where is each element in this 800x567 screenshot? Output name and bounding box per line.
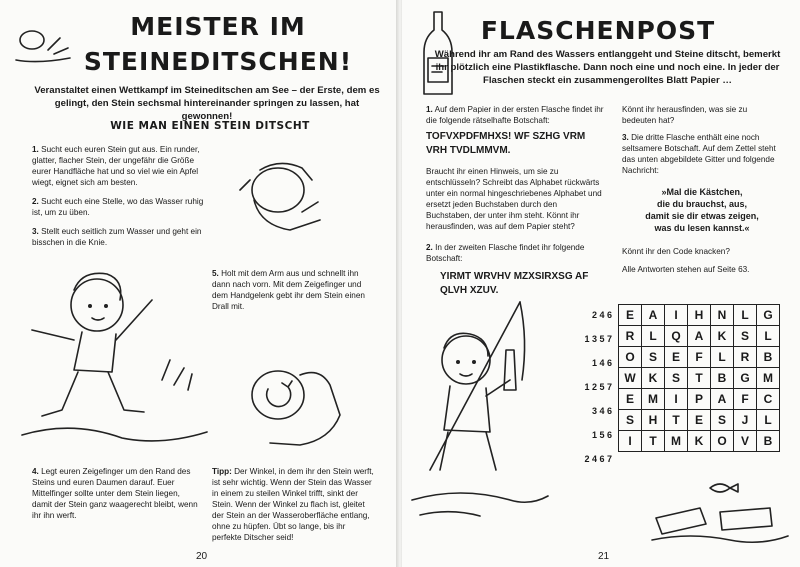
question-3-text: Die dritte Flasche enthält eine noch seltsamere Botschaft. Auf dem Zettel steht das unten abgebildete Gitter und folgende Nachricht: — [622, 133, 776, 175]
hint-text: Braucht ihr einen Hinweis, um sie zu entschlüsseln? Schreibt das Alphabet rückwärts unter ein normal hingeschriebenes Alphabet und ersetzt jeden Buchstaben durch den Buchstaben, der unter ihm steht. Könnt ihr herausfinden, was auf dem Papier steht? — [426, 167, 602, 231]
grid-cell: Q — [665, 326, 688, 347]
grid-cell: A — [642, 305, 665, 326]
step-1 — [32, 144, 212, 188]
grid-cell: T — [688, 368, 711, 389]
step-5-number: 5. — [212, 269, 219, 278]
skipping-stone-icon — [8, 20, 78, 70]
step-2-text: Sucht euch eine Stelle, wo das Wasser ruhig ist, um zu üben. — [32, 197, 204, 217]
grid-cell: H — [688, 305, 711, 326]
grid-cell: L — [734, 305, 757, 326]
grid-cell: V — [734, 431, 757, 452]
grid-cell: A — [688, 326, 711, 347]
step-4-text: Legt euren Zeigefinger um den Rand des Steins und euren Daumen darauf. Euer Mittelfinger sollte unter dem Stein liegen, damit der Stein ganz waagerecht bleibt, wenn ihr ihn werft. — [32, 467, 198, 520]
letter-grid — [618, 304, 780, 452]
question-3-number: 3. — [622, 133, 629, 142]
grid-cell: I — [619, 431, 642, 452]
grid-cell: T — [665, 410, 688, 431]
grid-riddle-quote — [622, 186, 782, 234]
grid-cell: R — [619, 326, 642, 347]
question-2-followup: Könnt ihr herausfinden, was sie zu bedeuten hat? — [622, 105, 748, 125]
left-title-line1: MEISTER IM — [130, 12, 306, 41]
question-2-text: In der zweiten Flasche findet ihr folgende Botschaft: — [426, 243, 585, 263]
grid-cell: S — [619, 410, 642, 431]
tip-label: Tipp: — [212, 467, 232, 476]
code-1-line-2: VRH TVDLMMVM. — [426, 145, 511, 156]
step-3-number: 3. — [32, 227, 39, 236]
boy-fishing-bottle-illustration — [410, 300, 550, 530]
grid-cell: B — [757, 431, 780, 452]
grid-cell: F — [734, 389, 757, 410]
code-2-line-2: QLVH XZUV. — [440, 285, 499, 296]
code-2-line-1: YIRMT WRVHV MZXSIRXSG AF — [440, 271, 589, 282]
left-page — [0, 0, 398, 567]
grid-row — [619, 326, 780, 347]
step-2 — [32, 196, 212, 218]
right-intro: Während ihr am Rand des Wassers entlanggeht und Steine ditscht, bemerkt ihr plötzlich eine Plastikflasche. Dann noch eine und noch eine. In jeder der Flaschen steckt ein zusammengerolltes Blatt Papier … — [434, 49, 781, 86]
question-1-text: Auf dem Papier in der ersten Flasche findet ihr die folgende rätselhafte Botschaft: — [426, 105, 604, 125]
hand-holding-stone-illustration — [230, 150, 330, 245]
code-1-line-1: TOFVXPDFMHXS! WF SZHG VRM — [426, 131, 586, 142]
question-2-number: 2. — [426, 243, 433, 252]
grid-cell: G — [734, 368, 757, 389]
grid-cell: K — [711, 326, 734, 347]
quote-line-1: »Mal die Kästchen, — [661, 187, 743, 197]
code-message-2 — [440, 270, 610, 298]
boy-throwing-stone-illustration — [12, 260, 212, 450]
grid-row-label: 2 4 6 7 — [584, 454, 612, 464]
bottles-in-water-illustration — [650, 478, 790, 548]
grid-cell: B — [757, 347, 780, 368]
grid-row-label: 1 2 5 7 — [584, 382, 612, 392]
step-4-number: 4. — [32, 467, 39, 476]
quote-line-2: die du brauchst, aus, — [656, 199, 748, 209]
grid-cell: L — [642, 326, 665, 347]
grid-cell: T — [642, 431, 665, 452]
grid-cell: I — [665, 305, 688, 326]
grid-cell: M — [642, 389, 665, 410]
grid-row-label: 2 4 6 — [591, 310, 612, 320]
step-5-text: Holt mit dem Arm aus und schnellt ihn dann nach vorn. Mit dem Zeigefinger und dem Handgelenk gebt ihr dem Stein einen Drall mit. — [212, 269, 365, 311]
left-intro: Veranstaltet einen Wettkampf im Steineditschen am See – der Erste, dem es gelingt, den Stein sechsmal hintereinander springen zu lassen, hat gewonnen! — [34, 85, 380, 122]
grid-cell: L — [757, 410, 780, 431]
grid-cell: I — [665, 389, 688, 410]
grid-row-label: 1 3 5 7 — [584, 334, 612, 344]
grid-cell: R — [734, 347, 757, 368]
grid-row — [619, 305, 780, 326]
grid-cell: L — [757, 326, 780, 347]
grid-cell: N — [711, 305, 734, 326]
step-3 — [32, 226, 212, 248]
answers-note: Alle Antworten stehen auf Seite 63. — [622, 265, 750, 274]
tip-box — [212, 466, 377, 543]
grid-cell: A — [711, 389, 734, 410]
step-1-text: Sucht euch euren Stein gut aus. Ein runder, glatter, flacher Stein, der ungefähr die Größe eurer Handfläche hat und so viel wie ein Apfel wiegt, eignet sich am besten. — [32, 145, 200, 187]
grid-row-label: 3 4 6 — [591, 406, 612, 416]
grid-cell: H — [642, 410, 665, 431]
grid-cell: B — [711, 368, 734, 389]
grid-row-label: 1 4 6 — [591, 358, 612, 368]
step-5 — [212, 268, 377, 312]
grid-row-label: 1 5 6 — [591, 430, 612, 440]
grid-cell: P — [688, 389, 711, 410]
code-question: Könnt ihr den Code knacken? — [622, 247, 730, 256]
grid-row — [619, 368, 780, 389]
grid-cell: S — [642, 347, 665, 368]
quote-line-3: damit sie dir etwas zeigen, — [645, 211, 759, 221]
grid-cell: E — [665, 347, 688, 368]
hand-spinning-stone-illustration — [230, 345, 350, 455]
grid-cell: C — [757, 389, 780, 410]
grid-cell: K — [642, 368, 665, 389]
grid-cell: M — [757, 368, 780, 389]
grid-cell: E — [619, 389, 642, 410]
left-subtitle: WIE MAN EINEN STEIN DITSCHT — [110, 120, 310, 132]
question-2 — [426, 242, 606, 264]
grid-cell: O — [619, 347, 642, 368]
grid-cell: G — [757, 305, 780, 326]
right-title: FLASCHENPOST — [480, 16, 716, 45]
grid-cell: K — [688, 431, 711, 452]
grid-row — [619, 347, 780, 368]
grid-cell: E — [619, 305, 642, 326]
grid-cell: W — [619, 368, 642, 389]
page-number-right: 21 — [598, 551, 610, 562]
question-1 — [426, 104, 606, 126]
grid-cell: S — [734, 326, 757, 347]
grid-cell: J — [734, 410, 757, 431]
question-3 — [622, 132, 782, 176]
page-number-left: 20 — [196, 551, 208, 562]
grid-cell: L — [711, 347, 734, 368]
grid-cell: S — [665, 368, 688, 389]
step-2-number: 2. — [32, 197, 39, 206]
grid-cell: O — [711, 431, 734, 452]
grid-cell: M — [665, 431, 688, 452]
tip-text: Der Winkel, in dem ihr den Stein werft, ist sehr wichtig. Wenn der Stein das Wasser in einem zu steilen Winkel trifft, sinkt der Stein. Wenn der Winkel zu flach ist, gleitet der Stein an der Wasseroberfläche entlang, ohne zu hüpfen. Übt so lange, bis ihr perfekte Ditscher seid! — [212, 467, 374, 542]
step-3-text: Stellt euch seitlich zum Wasser und geht ein bisschen in die Knie. — [32, 227, 202, 247]
quote-line-4: was du lesen kannst.« — [654, 223, 750, 233]
step-1-number: 1. — [32, 145, 39, 154]
grid-row — [619, 389, 780, 410]
grid-row — [619, 410, 780, 431]
question-1-number: 1. — [426, 105, 433, 114]
step-4 — [32, 466, 202, 521]
code-message-1 — [426, 130, 616, 158]
left-title-line2: STEINEDITSCHEN! — [83, 47, 353, 76]
grid-row — [619, 431, 780, 452]
grid-cell: S — [711, 410, 734, 431]
grid-cell: E — [688, 410, 711, 431]
grid-cell: F — [688, 347, 711, 368]
